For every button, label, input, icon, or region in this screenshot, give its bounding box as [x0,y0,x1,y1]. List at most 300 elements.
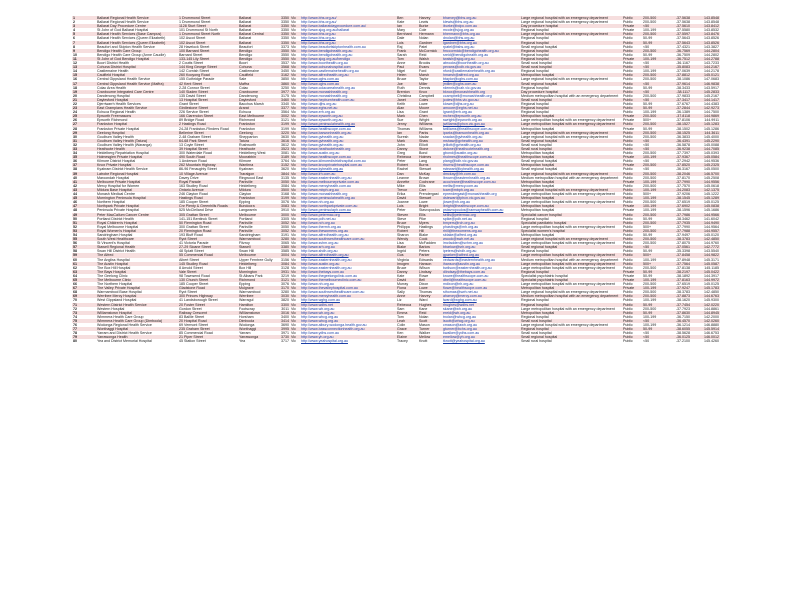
cell-email[interactable]: bhermann@bhs.org.au [442,32,520,36]
cell-email[interactable]: dbell@healthscope.com.au [442,278,520,282]
cell-website[interactable]: http://www.bhs.org.au/ [300,20,396,24]
cell-email[interactable]: wcook@swh.net.au [442,237,520,241]
cell-email[interactable]: dlindsay@thebays.com.au [442,270,520,274]
cell-website[interactable]: http://www.themelbourneclinic.com.au [300,278,396,282]
cell-type: Metropolitan hospital [520,151,622,155]
cell-id: 8 [72,45,96,49]
cell-last-name: McKay [418,172,442,176]
cell-website[interactable]: http://www.alfredhealth.org.au [300,73,396,77]
cell-website[interactable]: http://www.bhs.org.au/ [300,16,396,20]
cell-sector: Public [622,217,642,221]
cell-last-name: Hughes [418,303,442,307]
cell-type: Large regional hospital with an emergency department [520,32,622,36]
cell-first-name: Philippa [396,225,418,229]
cell-last-name: Blake [418,233,442,237]
cell-first-name: Ingrid [396,249,418,253]
cell-email[interactable]: dmckay@lrh.com.au [442,172,520,176]
cell-beds: <50 [642,335,662,339]
cell-id: 69 [72,294,96,298]
cell-website[interactable]: http://www.monashhealth.org [300,90,396,94]
cell-suburb: Ballarat [238,41,278,45]
cell-website[interactable]: http://www.thevalleyhospital.com.au [300,286,396,290]
cell-last-name: Lowe [418,102,442,106]
cell-email[interactable]: rdennis@cah.vic.gov.au [442,86,520,90]
cell-email[interactable]: snadar@gvhealth.org.au [442,135,520,139]
cell-website[interactable]: http://www.mbph.org.au [300,188,396,192]
cell-state: Vic [290,98,300,102]
cell-email[interactable]: mellis@mercy.com.au [442,184,520,188]
cell-website[interactable]: http://www.austin.org.au [300,262,396,266]
cell-longitude: 143.8532 [691,28,720,32]
cell-email[interactable]: rpatel@bshs.org.au [442,45,520,49]
cell-state: Vic [290,36,300,40]
cell-postcode: 3156 [278,258,290,262]
cell-first-name: Trevor [396,188,418,192]
cell-website[interactable]: http://www.heathcotehealth.org [300,147,396,151]
cell-id: 46 [72,200,96,204]
cell-latitude: -37.7935 [662,221,691,225]
cell-website[interactable]: http://www.cohunahospital.com [300,65,396,69]
cell-postcode: 3081 [278,151,290,155]
cell-website[interactable]: http://www.kyhealth.org.au [300,167,396,171]
cell-website[interactable]: http://www.bassconnectionhealth.org.au [300,327,396,331]
cell-first-name: Brenton [396,90,418,94]
cell-latitude: -37.5643 [662,36,691,40]
cell-email[interactable]: sreid@bendigohealth.org.au [442,53,520,57]
cell-website[interactable]: http://www.gvhealth.org.au [300,139,396,143]
cell-address: Grant Street [178,102,238,106]
cell-email[interactable]: aharvey@mercy.com.au [442,294,520,298]
cell-website[interactable]: http://www.cghs.com.au [300,82,396,86]
cell-type: Day procedure hospital [520,90,622,94]
cell-website[interactable]: http://www.alfredhealth.org.au [300,253,396,257]
cell-beds: <50 [642,245,662,249]
cell-website[interactable]: http://www.mercyhealth.com.au [300,184,396,188]
cell-state: Vic [290,73,300,77]
cell-website[interactable]: http://www.wh.org.au [300,307,396,311]
cell-website[interactable]: http://www.melbourneprivate.com.au [300,180,396,184]
cell-email[interactable]: ihanson@austin.org.au [442,262,520,266]
cell-email[interactable]: bknox@monashhealth.org [442,90,520,94]
cell-latitude: -38.1502 [662,127,691,131]
cell-type: Regional hospital [520,41,622,45]
cell-website[interactable]: http://www.knoxprivatehospital.com.au [300,163,396,167]
cell-state: Vic [290,159,300,163]
cell-type: Large regional hospital with an emergency department [520,131,622,135]
cell-website[interactable]: http://www.bhs.org.au [300,32,396,36]
cell-id: 73 [72,311,96,315]
cell-name: Maroondah Hospital [96,176,178,180]
cell-type: Metropolitan hospital [520,208,622,212]
cell-website[interactable]: http://www.bendigohealth.org.au [300,53,396,57]
cell-address: 20 Flemington Road [178,229,238,233]
cell-suburb: Yarrawonga [238,335,278,339]
cell-sector: Public [622,294,642,298]
cell-email[interactable]: sellis@petermac.org [442,213,520,217]
cell-email[interactable]: nford@castlemainehealth.org.au [442,69,520,73]
cell-email[interactable]: lmcfadden@svhm.org.au [442,241,520,245]
cell-email[interactable]: iparks@barwonhealth.org.au [442,131,520,135]
cell-latitude: -37.8118 [662,114,691,118]
cell-email[interactable]: lgrant@erh.org.au [442,110,520,114]
cell-first-name: Joanne [396,200,418,204]
cell-email[interactable]: hmarsh@alfred.org.au [442,73,520,77]
cell-email[interactable]: btaylor@cghs.com.au [442,77,520,81]
cell-postcode: 3128 [278,266,290,270]
cell-type: Large regional hospital with an emergency department [520,188,622,192]
cell-email[interactable]: tnolan@whcg.org.au [442,315,520,319]
cell-website[interactable]: http://www.beaufortskiptonhealth.com.au [300,45,396,49]
cell-sector: Public [622,319,642,323]
cell-website[interactable]: http://www.epworth.org.au [300,114,396,118]
cell-type: Metropolitan hospital [520,233,622,237]
cell-email[interactable]: mdixon@nh.org.au [442,282,520,286]
cell-state: Vic [290,233,300,237]
cell-sector: Public [622,69,642,73]
cell-email[interactable]: mcole@sjog.org.au [442,28,520,32]
cell-website[interactable]: http://www.gvhealth.org.au [300,135,396,139]
cell-email[interactable]: jlowe@nh.org.au [442,200,520,204]
cell-sector: Public [622,339,642,343]
cell-email[interactable]: lbright@healthscope.com.au [442,204,520,208]
cell-sector: Private [622,28,642,32]
cell-type: Metropolitan hospital [520,204,622,208]
cell-website[interactable]: http://www.erh.org.au [300,110,396,114]
cell-website[interactable]: http://www.ydhs.com.au [300,331,396,335]
cell-postcode: 3910 [278,208,290,212]
cell-id: 14 [72,69,96,73]
cell-email[interactable]: bharvey@bhs.org.au [442,16,520,20]
cell-website[interactable]: http://www.bhs.org.au [300,36,396,40]
cell-email[interactable]: twilliams@healthscope.com.au [442,127,520,131]
cell-state: Vic [290,147,300,151]
cell-suburb: Beaufort [238,45,278,49]
cell-email[interactable]: jelliott@gvhealth.org.au [442,143,520,147]
cell-website[interactable]: http://www.healthscope.com.au [300,127,396,131]
cell-email[interactable]: spike@pdh.net.au [442,217,520,221]
cell-website[interactable]: http://www.albury-wodonga.health.gov.au [300,323,396,327]
cell-email[interactable]: jwilliams@phcn.vic.gov.au [442,122,520,126]
cell-suburb: Portland [238,217,278,221]
cell-website[interactable]: http://www.healthscope.com.au [300,155,396,159]
cell-website[interactable]: http://www.sjog.org.au/bendigo [300,57,396,61]
cell-website[interactable]: http://www.nh.org.au [300,282,396,286]
cell-last-name: Nadar [418,135,442,139]
cell-first-name: Keith [396,102,418,106]
cell-beds: 50-99 [642,311,662,315]
cell-email[interactable]: rhughes@wdhs.net [442,303,520,307]
cell-address: 41 Victoria Parade [178,241,238,245]
cell-website[interactable]: http://www.svhm.org.au [300,241,396,245]
cell-address: 8 Arnold Street [178,266,238,270]
cell-last-name: Stone [418,147,442,151]
cell-email[interactable]: krowe@healthscope.com.au [442,274,520,278]
cell-website[interactable]: http://www.kilmoredistricthospital.com.au [300,159,396,163]
cell-id: 16 [72,77,96,81]
cell-email[interactable]: rholmes@healthscope.com.au [442,155,520,159]
cell-email[interactable]: bwilson@easternhealth.org.au [442,266,520,270]
cell-website[interactable]: http://www.ballaratdayprocedure.com.au/ [300,24,396,28]
cell-email[interactable]: fmccormick@bendigohealth.org.au [442,49,520,53]
cell-address: 64-68 Park Street [178,139,238,143]
cell-website[interactable]: http://www.mercyhealth.com.au [300,294,396,298]
cell-suburb: Tatura [238,139,278,143]
cell-email[interactable]: gturner@bchs.org.au [442,327,520,331]
cell-website[interactable]: http://www.lrh.com.au [300,172,396,176]
cell-email[interactable]: ccampbell@monashhealth.org [442,94,520,98]
cell-address: 39 Hospital Street [178,147,238,151]
cell-email[interactable]: tknott@yeahospital.org.au [442,339,520,343]
cell-website[interactable]: http://www.bendigohealth.org.au [300,49,396,53]
cell-latitude: -37.8630 [662,311,691,315]
cell-email[interactable]: lward@wghg.com.au [442,298,520,302]
cell-state: Vic [290,286,300,290]
cell-website[interactable]: http://www.easternhealth.org.au [300,266,396,270]
cell-email[interactable]: jcoles@hhs.vic.gov.au [442,98,520,102]
cell-beds: <50 [642,159,662,163]
cell-email[interactable]: bmyers@rch.org.au [442,221,520,225]
cell-sector: Public [622,245,642,249]
cell-email[interactable]: iburke@bdpc.com.au [442,24,520,28]
cell-email[interactable]: sblake@alfred.org.au [442,233,520,237]
cell-website[interactable]: http://www.boorthealth.org.au [300,61,396,65]
cell-longitude: 145.0125 [691,200,720,204]
cell-first-name: Nigel [396,69,418,73]
cell-longitude: 145.1286 [691,127,720,131]
cell-last-name: Ellis [418,213,442,217]
cell-latitude: -37.7986 [662,213,691,217]
cell-website[interactable]: http://www.wghg.com.au [300,298,396,302]
cell-postcode: 3305 [278,217,290,221]
cell-website[interactable]: http://www.peninsulahealth.org.au [300,122,396,126]
cell-last-name: Stewart [418,196,442,200]
cell-website[interactable]: http://www.thebays.com.au [300,270,396,274]
cell-latitude: -37.9367 [662,155,691,159]
cell-website[interactable]: http://www.petermac.org [300,213,396,217]
cell-type: Regional hospital [520,249,622,253]
cell-email[interactable]: mchen@epworth.org.au [442,114,520,118]
cell-email[interactable]: sthomas@swh.net.au [442,290,520,294]
cell-email[interactable]: skane@wh.org.au [442,307,520,311]
cell-website[interactable]: http://www.cghs.com.au [300,77,396,81]
cell-email[interactable]: cmason@awh.org.au [442,323,520,327]
cell-last-name: Cochrane [418,180,442,184]
cell-sector: Public [622,253,642,257]
cell-postcode: 3616 [278,139,290,143]
cell-beds: 200-500 [642,282,662,286]
cell-name: Central Gippsland Health Service (Maffra) [96,82,178,86]
cell-email[interactable]: lgardner@bhs.org.au [442,41,520,45]
cell-first-name: Mark [396,114,418,118]
cell-name: Ballarat Health Services (Base Campus) [96,32,178,36]
cell-website[interactable]: http://www.pdh.net.au [300,217,396,221]
cell-website[interactable]: http://www.sjog.org.au/ballarat [300,28,396,32]
cell-website[interactable]: http://www.easternhealth.org.au [300,176,396,180]
cell-longitude: 142.7772 [691,245,720,249]
cell-address: 2 Hastings Road [178,122,238,126]
cell-last-name: Nolan [418,315,442,319]
cell-email[interactable]: jmiller@cghs.com.au [442,82,520,86]
cell-website[interactable]: http://www.eghs.net.au [300,106,396,110]
cell-website[interactable]: http://www.monashhealth.org [300,192,396,196]
cell-latitude: -37.9833 [662,94,691,98]
cell-suburb: Yarram [238,331,278,335]
cell-website[interactable]: http://www.northparkprivate.com.au [300,204,396,208]
cell-id: 7 [72,41,96,45]
cell-email[interactable]: klowe@djhs.org.au [442,102,520,106]
cell-email[interactable]: kwalker@ydhs.com.au [442,331,520,335]
cell-website[interactable]: http://www.thewomens.org.au [300,229,396,233]
cell-email[interactable]: emellow@yh.org.au [442,335,520,339]
cell-website[interactable]: http://www.castlemainehealth.org.au [300,69,396,73]
cell-website[interactable]: http://www.whcg.org.au [300,315,396,319]
cell-website[interactable]: http://www.peninsulaph.com.au [300,208,396,212]
cell-website[interactable]: http://www.wdhs.net [300,303,396,307]
cell-email[interactable]: abrooks@boorthealth.org.au [442,61,520,65]
cell-email[interactable]: dnolan@bhs.org.au [442,36,520,40]
cell-email[interactable]: acochrane@healthscope.com.au [442,180,520,184]
cell-email[interactable]: lscott@whcg.org.au [442,319,520,323]
cell-beds: 200-500 [642,213,662,217]
cell-last-name: Evans [418,65,442,69]
cell-email[interactable]: amoore@eghs.net.au [442,106,520,110]
cell-id: 44 [72,192,96,196]
cell-last-name: Parker [418,253,442,257]
cell-latitude: -38.1527 [662,122,691,126]
cell-longitude: 143.8548 [691,16,720,20]
cell-email[interactable]: eprendergast@monashhealth.org [442,192,520,196]
cell-last-name: Ellis [418,184,442,188]
cell-email[interactable]: phastings@mh.org.au [442,225,520,229]
cell-website[interactable]: http://www.yh.org.au [300,335,396,339]
cell-last-name: Bell [418,278,442,282]
cell-website[interactable]: http://www.monashhealth.org [300,94,396,98]
cell-email[interactable]: pevans@cdh.vic.gov.au [442,65,520,69]
cell-sector: Public [622,262,642,266]
cell-website[interactable]: http://www.shdh.org.au [300,249,396,253]
cell-website[interactable]: http://www.austin.org.au [300,151,396,155]
cell-email[interactable]: plang@kdh.vic.gov.au [442,159,520,163]
cell-website[interactable]: http://www.thegeelongclinic.com.au [300,274,396,278]
cell-address: 102 Ascot Street [178,36,238,40]
cell-id: 17 [72,82,96,86]
cell-email[interactable]: mshaw@gvhealth.org.au [442,139,520,143]
cell-name: Central Gippsland Health Service [96,77,178,81]
cell-website[interactable]: http://www.bhs.org.au [300,41,396,45]
cell-last-name: Hermann [418,32,442,36]
cell-email[interactable]: swright@epworth.org.au [442,118,520,122]
cell-address: 100 Barnard Street [178,49,238,53]
cell-suburb: Echuca [238,110,278,114]
cell-latitude: -37.7923 [662,307,691,311]
cell-beds: 50-99 [642,303,662,307]
cell-email[interactable]: rburns@healthscope.com.au [442,163,520,167]
cell-sector: Private [622,208,642,212]
cell-website[interactable]: http://www.peninsulahealth.org.au [300,196,396,200]
cell-longitude: 145.2508 [691,176,720,180]
cell-website[interactable]: http://www.epworth.org.au [300,118,396,122]
cell-website[interactable]: http://www.barwonhealth.org.au [300,131,396,135]
cell-type: Large metropolitan hospital with an emergency department [520,118,622,122]
cell-postcode: 3084 [278,184,290,188]
cell-latitude: -37.8075 [662,241,691,245]
cell-email[interactable]: lbrown@easternhealth.org.au [442,176,520,180]
cell-last-name: Burns [418,163,442,167]
cell-id: 12 [72,61,96,65]
cell-sector: Private [622,270,642,274]
cell-website[interactable]: http://www.southwesthealthcare.com.au [300,237,396,241]
cell-id: 76 [72,323,96,327]
cell-email[interactable]: rstewart@kyhealth.org.au [442,167,520,171]
cell-website[interactable]: http://www.srh.org.au [300,245,396,249]
cell-beds: 200-500 [642,16,662,20]
cell-suburb: Sandringham [238,233,278,237]
cell-website[interactable]: http://www.colacareahealth.org.au [300,86,396,90]
cell-sector: Private [622,24,642,28]
cell-email[interactable]: ipeters@shdh.org.au [442,249,520,253]
cell-email[interactable]: dstone@heathcotehealth.org [442,147,520,151]
cell-last-name: Wright [418,118,442,122]
cell-email[interactable]: bbarlow@srh.org.au [442,245,520,249]
cell-first-name: Ben [396,16,418,20]
cell-beds: <50 [642,339,662,343]
cell-email[interactable]: gparker@alfred.org.au [442,253,520,257]
cell-latitude: -37.9247 [662,286,691,290]
cell-website[interactable]: http://www.yeahospital.org.au [300,339,396,343]
cell-website[interactable]: http://www.rch.org.au [300,221,396,225]
cell-website[interactable]: http://www.whcg.org.au [300,319,396,323]
cell-beds: 500+ [642,262,662,266]
cell-email[interactable]: gbond@austin.org.au [442,151,520,155]
cell-website[interactable]: http://www.djhs.org.au [300,102,396,106]
cell-website[interactable]: http://www.hepburnhealth.com.au [300,98,396,102]
cell-website[interactable]: http://www.thermh.org.au [300,225,396,229]
cell-address: 41 Landsborough Street [178,298,238,302]
cell-email[interactable]: dstewart@phcn.vic.gov.au [442,196,520,200]
cell-website[interactable]: http://www.wh.org.au [300,311,396,315]
cell-state: Vic [290,237,300,241]
cell-latitude: -37.9497 [662,233,691,237]
cell-email[interactable]: rhill@thewomens.org.au [442,229,520,233]
cell-last-name: Myers [418,221,442,225]
cell-latitude: -38.1545 [662,196,691,200]
cell-name: Swan Hill District Health [96,249,178,253]
cell-website[interactable]: http://www.southwesthealthcare.com.au [300,290,396,294]
cell-email[interactable]: pstavropoulos@ramsayhealth.com.au [442,208,520,212]
cell-first-name: Fiona [396,286,418,290]
cell-first-name: Erika [396,192,418,196]
cell-email[interactable]: klewis@bhs.org.au [442,20,520,24]
cell-sector: Public [622,73,642,77]
cell-suburb: Footscray [238,307,278,311]
cell-email[interactable]: tcarr@mbph.org.au [442,188,520,192]
cell-state: Vic [290,143,300,147]
cell-email[interactable]: ereid@wh.org.au [442,311,520,315]
cell-website[interactable]: http://www.gvhealth.org.au [300,143,396,147]
cell-email[interactable]: twalsh@sjog.org.au [442,57,520,61]
cell-state: Vic [290,122,300,126]
cell-sector: Private [622,278,642,282]
cell-website[interactable]: http://www.easternhealth.org.au [300,258,396,262]
cell-website[interactable]: http://www.nh.org.au [300,200,396,204]
cell-last-name: Grant [418,110,442,114]
cell-website[interactable]: http://www.alfredhealth.org.au [300,233,396,237]
cell-sector: Public [622,315,642,319]
cell-email[interactable]: vedwards@easternhealth.org.au [442,258,520,262]
cell-postcode: 3280 [278,290,290,294]
cell-email[interactable]: flowe@healthscope.com.au [442,286,520,290]
cell-suburb: Colac [238,86,278,90]
